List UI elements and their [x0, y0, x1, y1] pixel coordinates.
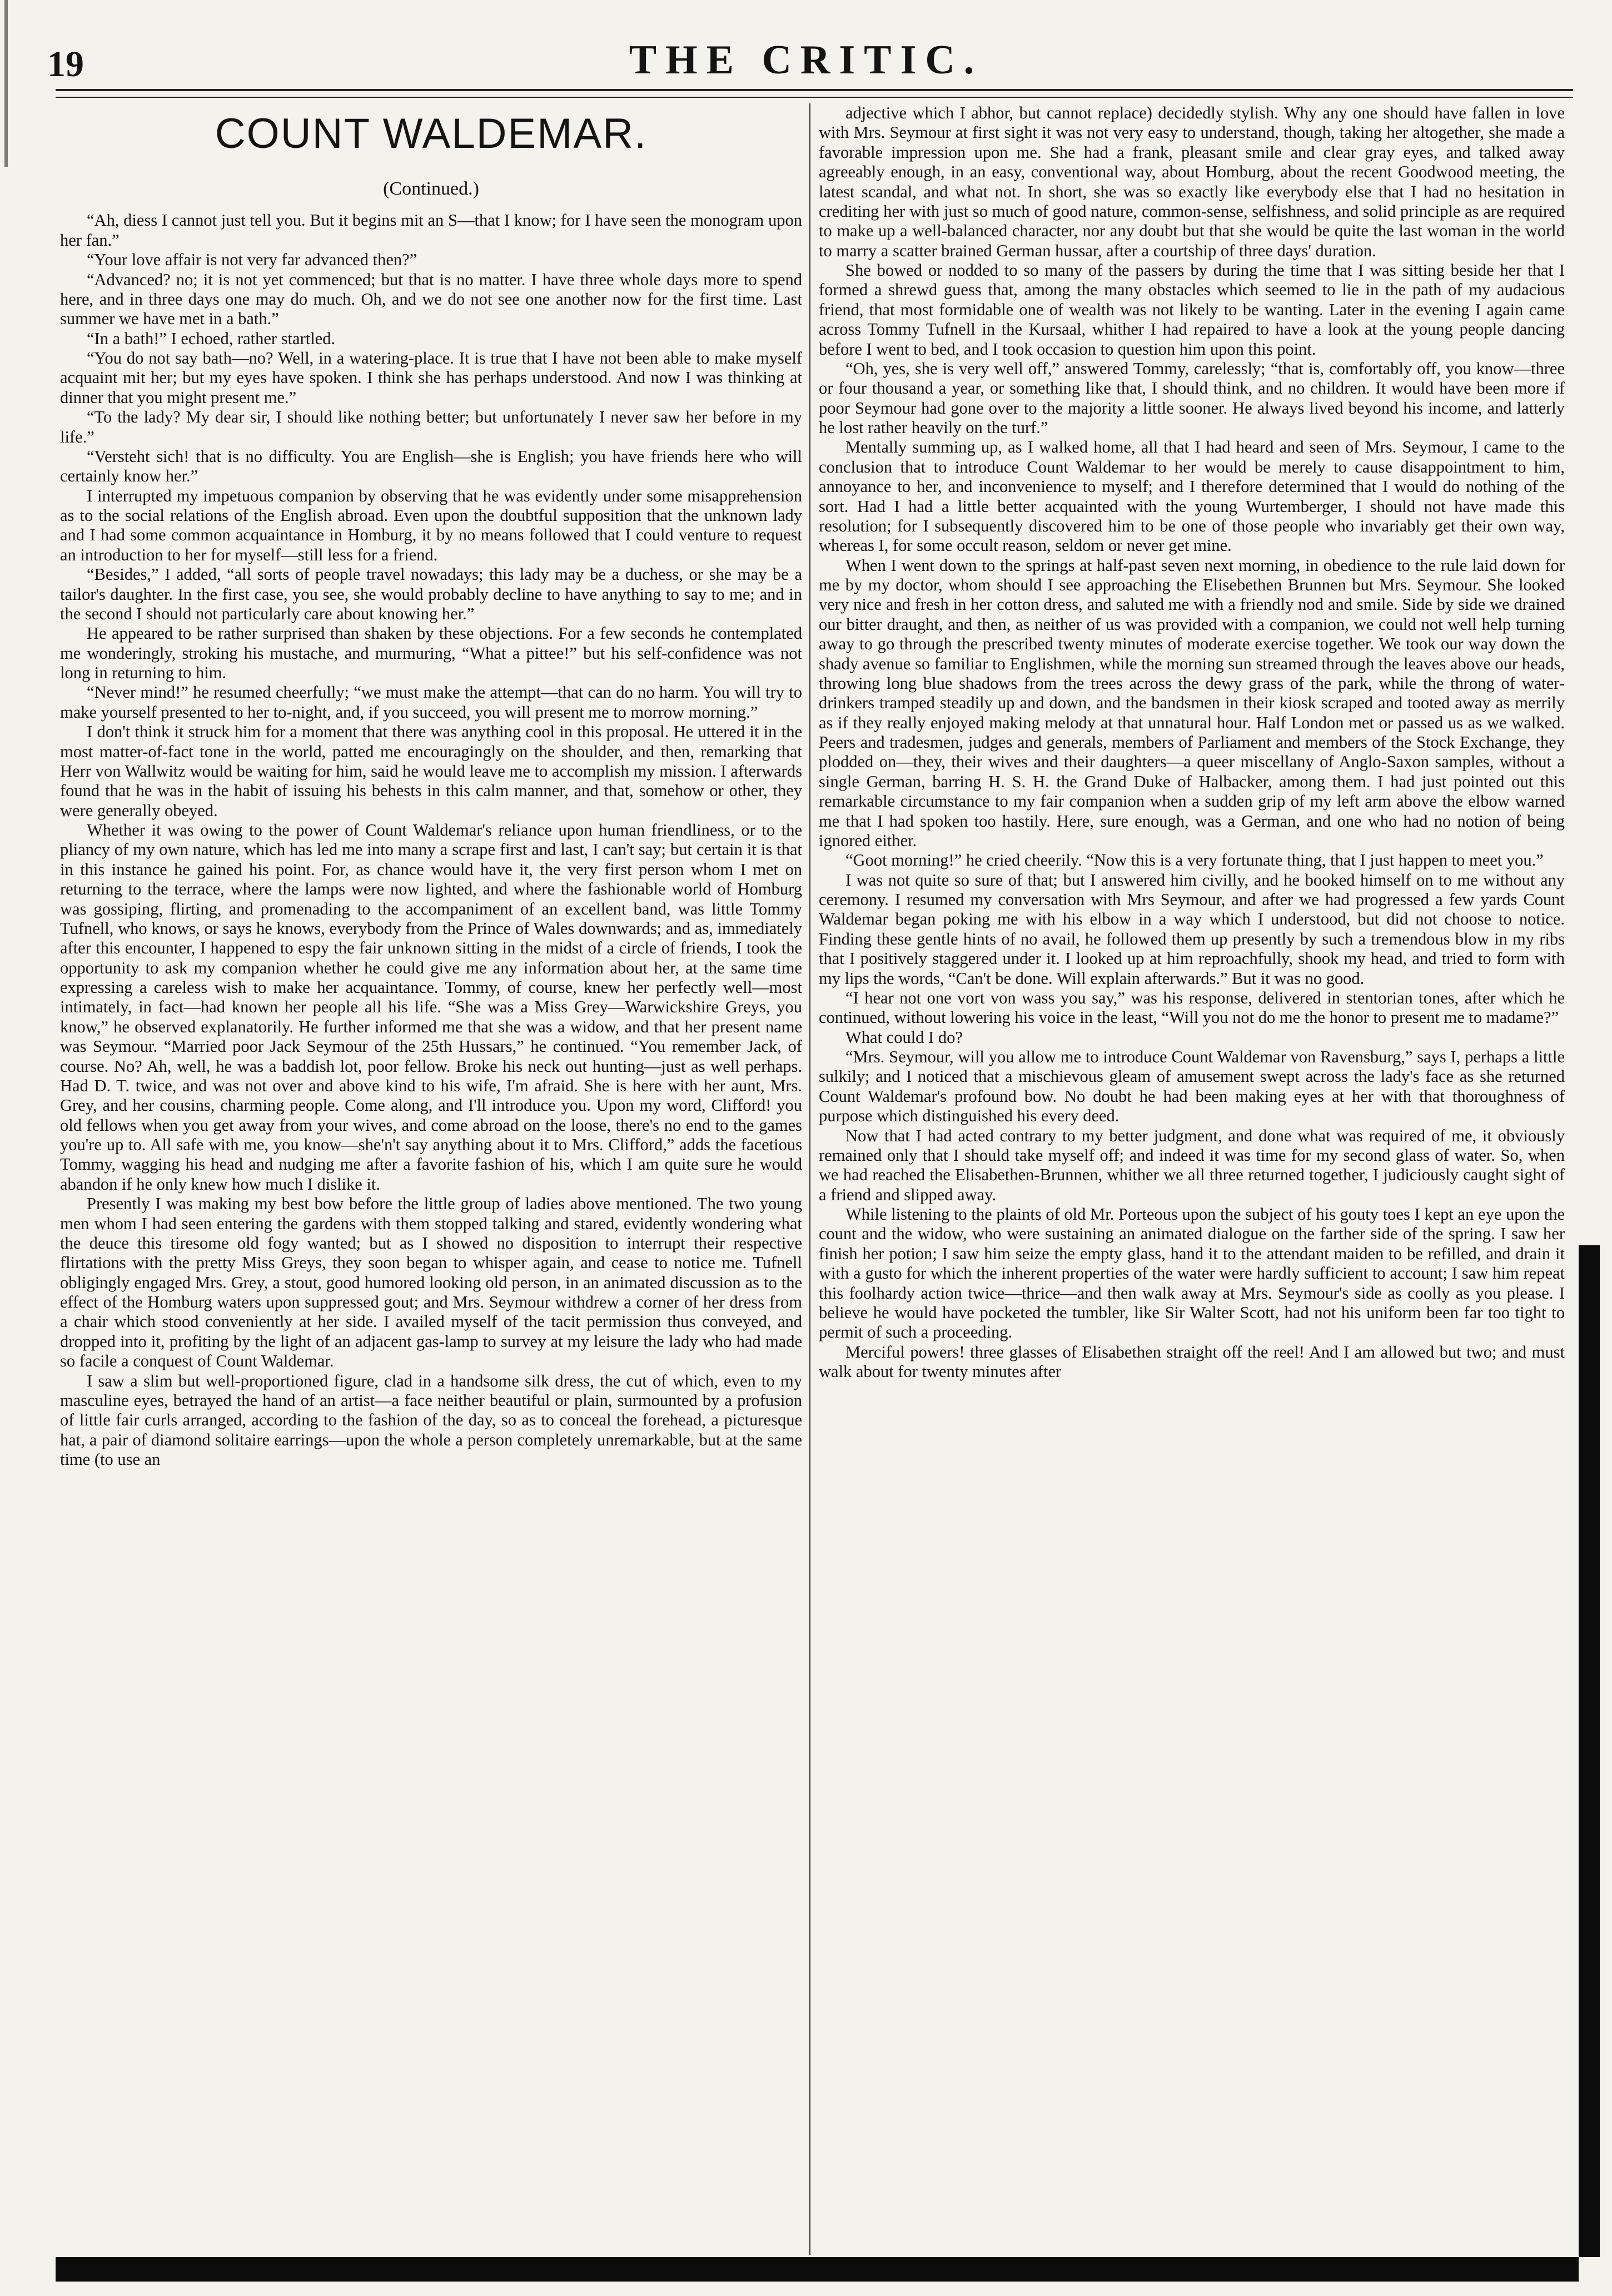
- paragraph: “Besides,” I added, “all sorts of people travel nowadays; this lady may be a duchess, or she may be a tailor's daughter. In the first case, you see, she would probably decline to have anything to say to me; and in the second I should not particularly care about knowing her.”: [60, 565, 802, 623]
- paragraph: I don't think it struck him for a moment that there was anything cool in this proposal. He uttered it in the most matter-of-fact tone in the world, patted me encouragingly on the shoulder, and then, remarking that Herr von Wallwitz would be waiting for him, said he would leave me to accomplish my mission. I afterwards found that he was in the habit of issuing his behests in this calm manner, and that, somehow or other, they were generally obeyed.: [60, 722, 802, 820]
- paragraph: Merciful powers! three glasses of Elisabethen straight off the reel! And I am allowed but two; and must walk about for twenty minutes after: [819, 1342, 1565, 1381]
- paragraph: “In a bath!” I echoed, rather startled.: [87, 329, 336, 348]
- paragraph: When I went down to the springs at half-past seven next morning, in obedience to the rule laid down for me by my doctor, whom should I see approaching the Elisebethen Brunnen but Mrs. Seymour. She looked very nice and fresh in her cotton dress, and saluted me with a friendly nod and smile. Side by side we drained our bitter draught, and then, as neither of us was provided with a companion, we could not well help turning away to go through the prescribed twenty minutes of moderate exercise together. We took our way down the shady avenue so familiar to Englishmen, while the morning sun streamed through the leaves above our heads, throwing long blue shadows from the trees across the dewy grass of the park, while the throng of water-drinkers tramped steadily up and down, and the bandsmen in their kiosk scraped and tooted away as merrily as if they really enjoyed making melody at that unnatural hour. Half London met or passed us as we walked. Peers and tradesmen, judges and generals, members of Parliament and members of the Stock Exchange, they plodded on—they, their wives and their daughters—a queer miscellany of Anglo-Saxon samples, without a single German, barring H. S. H. the Grand Duke of Halbacker, among them. I had just pointed out this remarkable circumstance to my fair companion when a sudden grip of my left arm above the elbow warned me that I had spoken too hastily. Here, sure enough, was a German, and one who had no notion of being ignored either.: [819, 555, 1565, 850]
- paragraph: She bowed or nodded to so many of the passers by during the time that I was sitting beside her that I formed a shrewd guess that, among the many obstacles which seemed to lie in the path of my audacious friend, that most formidable one of wealth was not likely to be wanting. Later in the evening I again came across Tommy Tufnell in the Kursaal, whither I had repaired to have a look at the young people dancing before I went to bed, and I took occasion to question him upon this point.: [819, 261, 1565, 359]
- right-column-text: [819, 103, 1565, 1381]
- paragraph: “Advanced? no; it is not yet commenced; but that is no matter. I have three whole days more to spend here, and in three days one may do much. Oh, and we do not see one another now for the first time. Last summer we have met in a bath.”: [60, 270, 802, 329]
- page-number: 19: [47, 44, 84, 85]
- paragraph: I was not quite so sure of that; but I answered him civilly, and he booked himself on to me without any ceremony. I resumed my conversation with Mrs Seymour, and after we had progressed a few yards Count Waldemar began poking me with his elbow in a way which I understood, but did not choose to notice. Finding these gentle hints of no avail, he followed them up presently by such a tremendous blow in my ribs that I positively staggered under it. I looked up at him reproachfully, shook my head, and tried to form with my lips the words, “Can't be done. Will explain afterwards.” But it was no good.: [819, 870, 1565, 988]
- paragraph: Presently I was making my best bow before the little group of ladies above mentioned. The two young men whom I had seen entering the gardens with them stopped talking and stared, evidently wondering what the deuce this tiresome old fogy wanted; but as I showed no disposition to interrupt their respective flirtations with the pretty Miss Greys, they soon began to whisper again, and cease to notice me. Tufnell obligingly engaged Mrs. Grey, a stout, good humored looking old person, in an animated discussion as to the effect of the Homburg waters upon suppressed gout; and Mrs. Seymour withdrew a corner of her dress from a chair which stood conveniently at her side. I availed myself of the tacit permission thus conveyed, and dropped into it, profiting by the light of an adjacent gas-lamp to survey at my leisure the lady who had made so facile a conquest of Count Waldemar.: [60, 1194, 802, 1371]
- left-column: [60, 103, 802, 2249]
- column-divider: [809, 103, 810, 2255]
- paragraph: What could I do?: [845, 1027, 963, 1047]
- paragraph: He appeared to be rather surprised than shaken by these objections. For a few seconds he contemplated me wonderingly, stroking his mustache, and murmuring, “What a pittee!” but his self-confidence was not long in returning to him.: [60, 624, 802, 682]
- paragraph: “Ah, diess I cannot just tell you. But it begins mit an S—that I know; for I have seen the monogram upon her fan.”: [60, 211, 802, 250]
- paragraph: “Never mind!” he resumed cheerfully; “we must make the attempt—that can do no harm. You will try to make yourself presented to her to-night, and, if you succeed, you will present me to morrow morning.”: [60, 683, 802, 722]
- paragraph: adjective which I abhor, but cannot replace) decidedly stylish. Why any one should have fallen in love with Mrs. Seymour at first sight it was not very easy to understand, though, taking her altogether, she made a favorable impression upon me. She had a frank, pleasant smile and clear gray eyes, and talked away agreeably enough, in an easy, conventional way, about Homburg, about the recent Goodwood meeting, the latest scandal, and what not. In short, she was so exactly like everybody else that I had no hesitation in crediting her with just so much of good nature, common-sense, selfishness, and solid principle as are required to make up a well-balanced character, nor any doubt but that she would be quite the last woman in the world to marry a scatter brained German hussar, after a courtship of three days' duration.: [819, 103, 1565, 260]
- paragraph: Mentally summing up, as I walked home, all that I had heard and seen of Mrs. Seymour, I came to the conclusion that to introduce Count Waldemar to her would be merely to cause disappointment to him, annoyance to her, and inconvenience to myself; and I therefore determined that I would do nothing of the sort. Had I had a little better acquainted with the young Wurtemberger, I should not have made this resolution; for I subsequently discovered him to be one of those people who invariably get their own way, whereas I, for some occult reason, seldom or never get mine.: [819, 438, 1565, 555]
- paragraph: I interrupted my impetuous companion by observing that he was evidently under some misapprehension as to the social relations of the English abroad. Even upon the doubtful supposition that the unknown lady and I had some common acquaintance in Homburg, it by no means followed that I could venture to request an introduction to her for myself—still less for a friend.: [60, 486, 802, 564]
- header-rule-thick: [56, 89, 1573, 91]
- right-column: [819, 103, 1565, 2249]
- masthead: THE CRITIC.: [629, 37, 983, 83]
- article-title: COUNT WALDEMAR.: [215, 110, 648, 157]
- header-rule-thin: [56, 97, 1573, 98]
- paragraph: While listening to the plaints of old Mr. Porteous upon the subject of his gouty toes I kept an eye upon the count and the widow, who were sustaining an animated dialogue on the farther side of the spring. I saw her finish her potion; I saw him seize the empty glass, hand it to the attendant maiden to be refilled, and drain it with a gusto for which the inherent properties of the water were hardly sufficient to account; I saw him repeat this foolhardy action twice—thrice—and then walk away at Mrs. Seymour's side as coolly as you please. I believe he would have pocketed the tumbler, like Sir Walter Scott, had not his uniform been far too tight to permit of such a proceeding.: [819, 1205, 1565, 1342]
- paragraph: “Versteht sich! that is no difficulty. You are English—she is English; you have friends here who will certainly know her.”: [60, 446, 802, 486]
- bottom-edge-bar: [56, 2257, 1579, 2282]
- paragraph: “To the lady? My dear sir, I should like nothing better; but unfortunately I never saw her before in my life.”: [60, 407, 802, 446]
- paragraph: “I hear not one vort von wass you say,” was his response, delivered in stentorian tones, after which he continued, without lowering his voice in the least, “Will you not do me the honor to present me to madame?”: [819, 988, 1565, 1027]
- article-subtitle: (Continued.): [383, 178, 479, 199]
- paragraph: “You do not say bath—no? Well, in a watering-place. It is true that I have not been able to make myself acquaint mit her; but my eyes have spoken. I think she has perhaps understood. And now I was thinking at dinner that you might present me.”: [60, 349, 802, 407]
- paragraph: “Your love affair is not very far advanced then?”: [87, 250, 417, 270]
- paragraph: “Mrs. Seymour, will you allow me to introduce Count Waldemar von Ravensburg,” says I, perhaps a little sulkily; and I noticed that a mischievous gleam of amusement swept across the lady's face as she returned Count Waldemar's profound bow. No doubt he had been making eyes at her with that thoroughness of purpose which distinguished his every deed.: [819, 1047, 1565, 1126]
- right-edge-bar: [1579, 1245, 1600, 2257]
- paragraph: “Goot morning!” he cried cheerily. “Now this is a very fortunate thing, that I just happen to meet you.”: [845, 851, 1544, 870]
- paragraph: Now that I had acted contrary to my better judgment, and done what was required of me, it obviously remained only that I should take myself off; and indeed it was time for my second glass of water. So, when we had reached the Elisabethen-Brunnen, whither we all three returned together, I judiciously caught sight of a friend and slipped away.: [819, 1126, 1565, 1204]
- left-column-text: [60, 211, 802, 1469]
- paragraph: “Oh, yes, she is very well off,” answered Tommy, carelessly; “that is, comfortably off, you know—three or four thousand a year, or something like that, I should think, and no children. It would have been more if poor Seymour had gone over to the majority a little sooner. He always lived beyond his income, and latterly he lost rather heavily on the turf.”: [819, 359, 1565, 437]
- paragraph: I saw a slim but well-proportioned figure, clad in a handsome silk dress, the cut of which, even to my masculine eyes, betrayed the hand of an artist—a face neither beautiful or plain, surmounted by a profusion of little fair curls arranged, according to the fashion of the day, so as to conceal the forehead, a picturesque hat, a pair of diamond solitaire earrings—upon the whole a person completely unremarkable, but at the same time (to use an: [60, 1371, 802, 1469]
- paragraph: Whether it was owing to the power of Count Waldemar's reliance upon human friendliness, or to the pliancy of my own nature, which has led me into many a scrape first and last, I can't say; but certain it is that in this instance he gained his point. For, as chance would have it, the very first person whom I met on returning to the terrace, where the lamps were now lighted, and where the fashionable world of Homburg was gossiping, flirting, and promenading to the accompaniment of an excellent band, was little Tommy Tufnell, who knows, or says he knows, everybody from the Prince of Wales downwards; and as, immediately after this encounter, I happened to espy the fair unknown sitting in the midst of a circle of friends, I took the opportunity to ask my companion whether he could give me any information about her, at the same time expressing a careless wish to make her acquaintance. Tommy, of course, knew her perfectly well—most intimately, in fact—had known her people all his life. “She was a Miss Grey—Warwickshire Greys, you know,” he observed explanatorily. He further informed me that she was a widow, and that her present name was Seymour. “Married poor Jack Seymour of the 25th Hussars,” he continued. “You remember Jack, of course. No? Ah, well, he was a baddish lot, poor fellow. Broke his neck out hunting—just as well perhaps. Had D. T. twice, and was not over and above kind to his wife, I'm afraid. She is here with her aunt, Mrs. Grey, and her cousins, charming people. Come along, and I'll introduce you. Upon my word, Clifford! you old fellows when you get away from your wives, and come abroad on the loose, there's no end to the games you're up to. All safe with me, you know—she'n't say anything about it to Mrs. Clifford,” adds the facetious Tommy, wagging his head and nudging me after a favorite fashion of his, which I am quite sure he would abandon if he only knew how much I dislike it.: [60, 821, 802, 1194]
